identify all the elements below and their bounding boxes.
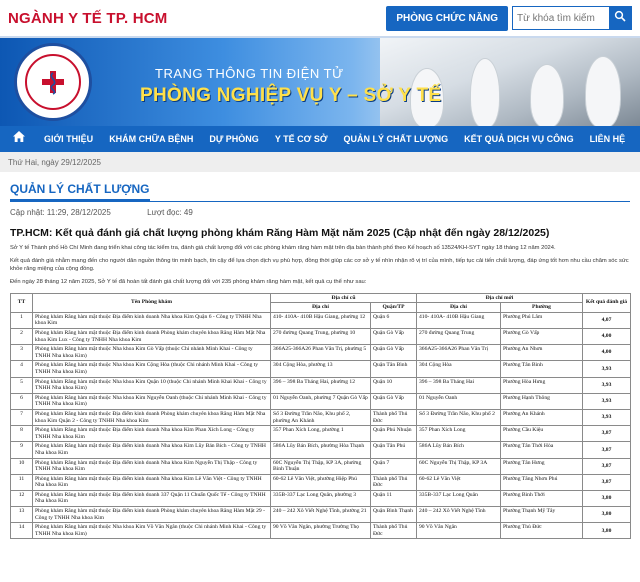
old-address-cell: 396 – 398 Ba Tháng Hai, phường 12 xyxy=(271,377,371,393)
old-address-cell: 60C Nguyễn Thị Thập, KP 3A, phường Bình Thuận xyxy=(271,458,371,474)
ward-cell: Phường Bình Thới xyxy=(501,490,583,506)
new-address-cell: 60-62 Lê Văn Việt xyxy=(417,474,501,490)
row-number-cell: 11 xyxy=(11,474,33,490)
article-paragraph-3: Đến ngày 28 tháng 12 năm 2025, Sở Y tế đã hoàn tất đánh giá chất lượng đối với 235 phòng khám răng hàm mặt, kết quả cụ thể như sau: xyxy=(10,279,367,286)
row-number-cell: 13 xyxy=(11,507,33,523)
header-new-address: Địa chỉ mới xyxy=(417,293,583,303)
header-ward: Phường xyxy=(501,303,583,313)
ward-cell: Phường Phú Lâm xyxy=(501,312,583,328)
table-row xyxy=(11,361,631,377)
district-cell: Quận Gò Vấp xyxy=(371,345,417,361)
nav-item-contact[interactable]: LIÊN HỆ xyxy=(589,134,626,144)
clinic-name-cell: Phòng khám Răng hàm mặt thuộc Địa điểm kinh doanh Phòng khám chuyên khoa Răng Hàm Mặt 29 - Công ty TNHH Nha khoa Kim xyxy=(33,507,271,523)
clinic-name-cell: Phòng khám Răng hàm mặt thuộc Địa điểm kinh doanh Nha khoa Kim Lũy Bán Bích - Công ty TNHH Nha khoa Kim xyxy=(33,442,271,458)
new-address-cell: 60C Nguyễn Thị Thập, KP 3A xyxy=(417,458,501,474)
new-address-cell: 270 đường Quang Trung xyxy=(417,329,501,345)
table-row xyxy=(11,442,631,458)
district-cell: Quận Gò Vấp xyxy=(371,393,417,409)
row-number-cell: 7 xyxy=(11,409,33,425)
district-cell: Quận 11 xyxy=(371,490,417,506)
table-row xyxy=(11,507,631,523)
clinic-name-cell: Phòng khám Răng hàm mặt thuộc Địa điểm kinh doanh Nha khoa Kim Lê Văn Việt - Công ty TNHH Nha khoa Kim xyxy=(33,474,271,490)
score-cell: 4,07 xyxy=(583,312,631,328)
score-cell: 4,00 xyxy=(583,345,631,361)
search-box xyxy=(512,6,632,30)
section-divider xyxy=(10,201,630,202)
old-address-cell: 335B-337 Lạc Long Quân, phường 3 xyxy=(271,490,371,506)
score-cell: 3,80 xyxy=(583,490,631,506)
district-cell: Quận Gò Vấp xyxy=(371,329,417,345)
article-meta xyxy=(10,208,630,217)
old-address-cell: 01 Nguyễn Oanh, phường 7 Quận Gò Vấp xyxy=(271,393,371,409)
score-cell: 4,00 xyxy=(583,329,631,345)
old-address-cell: 304 Cộng Hòa, phường 13 xyxy=(271,361,371,377)
top-bar xyxy=(0,0,640,38)
score-cell: 3,80 xyxy=(583,523,631,539)
article-title: TP.HCM: Kết quả đánh giá chất lượng phòng khám Răng Hàm Mặt năm 2025 (Cập nhật đến ngày 28/12/2025) xyxy=(10,227,550,239)
clinic-name-cell: Phòng khám Răng hàm mặt thuộc Nha khoa Kim Cộng Hòa (thuộc Chi nhánh Minh Khai - Công ty TNHH Nha khoa Kim) xyxy=(33,361,271,377)
header-stt: TT xyxy=(11,293,33,312)
district-cell: Quận 7 xyxy=(371,458,417,474)
nav-item-medical-treatment[interactable]: KHÁM CHỮA BỆNH xyxy=(109,134,194,144)
main-nav xyxy=(0,126,640,152)
table-row xyxy=(11,329,631,345)
view-count: Lượt đọc: 49 xyxy=(147,208,193,217)
district-cell: Quận 6 xyxy=(371,312,417,328)
nav-item-introduction[interactable]: GIỚI THIỆU xyxy=(44,134,94,144)
new-address-cell: 90 Võ Văn Ngân xyxy=(417,523,501,539)
ward-cell: Phường Thủ Đức xyxy=(501,523,583,539)
clinic-name-cell: Phòng khám Răng hàm mặt thuộc Nha khoa Kim Võ Văn Ngân (thuộc Chi nhánh Minh Khai - Công ty TNHH Nha khoa Kim) xyxy=(33,523,271,539)
article-paragraph-1: Sở Y tế Thành phố Hồ Chí Minh đang triển khai công tác kiểm tra, đánh giá chất lượng đối với các phòng khám răng hàm mặt trên địa bàn thành phố theo Kế hoạch số 13524/KH-SYT ngày 18 tháng 12 năm 2024. xyxy=(10,245,556,251)
clinic-name-cell: Phòng khám Răng hàm mặt thuộc Địa điểm kinh doanh Phòng khám chuyên khoa Răng Hàm Mặt Nha khoa Kim Quận 2 - Công ty TNHH Nha khoa Kim xyxy=(33,409,271,425)
nav-item-quality-management[interactable]: QUẢN LÝ CHẤT LƯỢNG xyxy=(343,134,449,144)
score-cell: 3,87 xyxy=(583,442,631,458)
row-number-cell: 2 xyxy=(11,329,33,345)
header-district: Quận/TP xyxy=(371,303,417,313)
header-old-address: Địa chỉ cũ xyxy=(271,293,417,303)
clinic-name-cell: Phòng khám Răng hàm mặt thuộc Địa điểm kinh doanh Nha khoa Kim Nguyễn Thị Thập - Công ty TNHH Nha khoa Kim xyxy=(33,458,271,474)
row-number-cell: 10 xyxy=(11,458,33,474)
clinic-name-cell: Phòng khám Răng hàm mặt thuộc Địa điểm kinh doanh Nha khoa Kim Quận 6 - Công ty TNHH Nha khoa Kim xyxy=(33,312,271,328)
search-input[interactable] xyxy=(513,13,609,24)
score-cell: 3,93 xyxy=(583,393,631,409)
ward-cell: Phường Cầu Kiệu xyxy=(501,426,583,442)
row-number-cell: 14 xyxy=(11,523,33,539)
old-address-cell: 240 – 242 Xô Viết Nghệ Tĩnh, phường 21 xyxy=(271,507,371,523)
ward-cell: Phường Hạnh Thông xyxy=(501,393,583,409)
table-row xyxy=(11,523,631,539)
new-address-cell: 335B-337 Lạc Long Quân xyxy=(417,490,501,506)
table-row xyxy=(11,312,631,328)
score-cell: 3,93 xyxy=(583,409,631,425)
date-bar: Thứ Hai, ngày 29/12/2025 xyxy=(0,152,640,172)
header-score: Kết quả đánh giá xyxy=(583,293,631,312)
ward-cell: Phường Hòa Hưng xyxy=(501,377,583,393)
ward-cell: Phường Tân Bình xyxy=(501,361,583,377)
new-address-cell: 396 – 398 Ba Tháng Hai xyxy=(417,377,501,393)
district-cell: Quận Tân Phú xyxy=(371,442,417,458)
row-number-cell: 1 xyxy=(11,312,33,328)
district-cell: Quận Tân Bình xyxy=(371,361,417,377)
score-cell: 3,87 xyxy=(583,474,631,490)
ward-cell: Phường Thạnh Mỹ Tây xyxy=(501,507,583,523)
header-old-addr-detail: Địa chỉ xyxy=(271,303,371,313)
table-row xyxy=(11,490,631,506)
table-row xyxy=(11,426,631,442)
ward-cell: Phường An Nhơn xyxy=(501,345,583,361)
district-cell: Quận Phú Nhuận xyxy=(371,426,417,442)
table-row xyxy=(11,474,631,490)
ward-cell: Phường An Khánh xyxy=(501,409,583,425)
nav-item-primary-care[interactable]: Y TẾ CƠ SỞ xyxy=(274,134,328,144)
old-address-cell: Số 3 Đường Trần Não, Khu phố 2, phường An Khánh xyxy=(271,409,371,425)
results-table-container xyxy=(10,293,630,540)
ward-cell: Phường Tân Hưng xyxy=(501,458,583,474)
district-cell: Thành phố Thủ Đức xyxy=(371,523,417,539)
old-address-cell: 357 Phan Xích Long, phường 1 xyxy=(271,426,371,442)
score-cell: 3,87 xyxy=(583,426,631,442)
article-paragraph-2: Kết quả đánh giá nhằm mang đến cho người dân nguồn thông tin minh bạch, tin cậy để lựa chọn dịch vụ phù hợp, đồng thời giúp các cơ sở y tế nhìn nhận rõ vị trí của mình, tiếp tục cải tiến chất lượng, đáp ứng tốt hơn nhu cầu chăm sóc sức khỏe răng miệng của cộng đồng. xyxy=(10,258,629,272)
clinic-name-cell: Phòng khám Răng hàm mặt thuộc Địa điểm kinh doanh Phòng khám chuyên khoa Răng Hàm Mặt Nha khoa Kim Lux - Công ty TNHH Nha khoa Kim xyxy=(33,329,271,345)
district-cell: Quận Bình Thạnh xyxy=(371,507,417,523)
row-number-cell: 9 xyxy=(11,442,33,458)
table-row xyxy=(11,345,631,361)
clinic-name-cell: Phòng khám Răng hàm mặt thuộc Nha khoa Kim Nguyễn Oanh (thuộc Chi nhánh Minh Khai - Công ty TNHH Nha khoa Kim) xyxy=(33,393,271,409)
section-title[interactable]: QUẢN LÝ CHẤT LƯỢNG xyxy=(10,182,150,201)
results-table xyxy=(10,293,631,540)
banner-subtitle: TRANG THÔNG TIN ĐIỆN TỬ xyxy=(155,66,344,81)
old-address-cell: 270 đường Quang Trung, phường 10 xyxy=(271,329,371,345)
ward-cell: Phường Tăng Nhơn Phú xyxy=(501,474,583,490)
nav-item-public-service-results[interactable]: KẾT QUẢ DỊCH VỤ CÔNG xyxy=(464,134,574,144)
district-cell: Thành phố Thủ Đức xyxy=(371,474,417,490)
old-address-cell: 60-62 Lê Văn Việt, phường Hiệp Phú xyxy=(271,474,371,490)
score-cell: 3,80 xyxy=(583,507,631,523)
row-number-cell: 12 xyxy=(11,490,33,506)
header-banner xyxy=(0,38,640,126)
table-row xyxy=(11,409,631,425)
score-cell: 3,93 xyxy=(583,361,631,377)
updated-timestamp: Cập nhật: 11:29, 28/12/2025 xyxy=(10,208,111,217)
district-cell: Thành phố Thủ Đức xyxy=(371,409,417,425)
new-address-cell: 366A25-366A26 Phan Văn Trị xyxy=(417,345,501,361)
old-address-cell: 366A25-366A26 Phan Văn Trị, phường 5 xyxy=(271,345,371,361)
search-button[interactable] xyxy=(609,7,631,29)
score-cell: 3,87 xyxy=(583,458,631,474)
new-address-cell: 304 Cộng Hòa xyxy=(417,361,501,377)
search-icon xyxy=(614,9,626,27)
district-cell: Quận 10 xyxy=(371,377,417,393)
row-number-cell: 4 xyxy=(11,361,33,377)
site-brand[interactable]: NGÀNH Y TẾ TP. HCM xyxy=(8,9,168,27)
new-address-cell: 240 – 242 Xô Viết Nghệ Tĩnh xyxy=(417,507,501,523)
new-address-cell: 410- 410A- 410B Hậu Giang xyxy=(417,312,501,328)
old-address-cell: 586A Lũy Bán Bích, phường Hòa Thạnh xyxy=(271,442,371,458)
functional-departments-button[interactable]: PHÒNG CHỨC NĂNG xyxy=(386,6,508,31)
clinic-name-cell: Phòng khám Răng hàm mặt thuộc Nha khoa Kim Gò Vấp (thuộc Chi nhánh Minh Khai - Công ty TNHH Nha khoa Kim) xyxy=(33,345,271,361)
clinic-name-cell: Phòng khám Răng hàm mặt thuộc Nha khoa Kim Quận 10 (thuộc Chi nhánh Minh Khai Khai - Công ty TNHH Nha khoa Kim) xyxy=(33,377,271,393)
nav-home[interactable] xyxy=(8,130,30,148)
banner-title: PHÒNG NGHIỆP VỤ Y – SỞ Y TẾ xyxy=(140,85,442,106)
header-clinic-name: Tên Phòng khám xyxy=(33,293,271,312)
row-number-cell: 6 xyxy=(11,393,33,409)
new-address-cell: 357 Phan Xích Long xyxy=(417,426,501,442)
new-address-cell: Số 3 Đường Trần Não, Khu phố 2 xyxy=(417,409,501,425)
nav-item-prevention[interactable]: DỰ PHÒNG xyxy=(209,134,259,144)
score-cell: 3,93 xyxy=(583,377,631,393)
old-address-cell: 90 Võ Văn Ngân, phường Trường Thọ xyxy=(271,523,371,539)
old-address-cell: 410- 410A- 410B Hậu Giang, phường 12 xyxy=(271,312,371,328)
ward-cell: Phường Gò Vấp xyxy=(501,329,583,345)
clinic-name-cell: Phòng khám Răng hàm mặt thuộc Địa điểm kinh doanh Nha khoa Kim Phan Xích Long - Công ty TNHH Nha khoa Kim xyxy=(33,426,271,442)
home-icon xyxy=(12,130,26,148)
table-row xyxy=(11,458,631,474)
top-bar-actions xyxy=(386,6,632,31)
header-new-addr-detail: Địa chỉ xyxy=(417,303,501,313)
new-address-cell: 586A Lũy Bán Bích xyxy=(417,442,501,458)
new-address-cell: 01 Nguyễn Oanh xyxy=(417,393,501,409)
ward-cell: Phường Tân Thới Hòa xyxy=(501,442,583,458)
clinic-name-cell: Phòng khám Răng hàm mặt thuộc Địa điểm kinh doanh 337 Quận 11 Chuẩn Quốc Tế - Công ty TNHH Nha khoa Kim xyxy=(33,490,271,506)
row-number-cell: 8 xyxy=(11,426,33,442)
row-number-cell: 3 xyxy=(11,345,33,361)
banner-photo xyxy=(380,38,640,126)
row-number-cell: 5 xyxy=(11,377,33,393)
table-row xyxy=(11,393,631,409)
health-department-logo[interactable] xyxy=(14,43,92,121)
table-row xyxy=(11,377,631,393)
